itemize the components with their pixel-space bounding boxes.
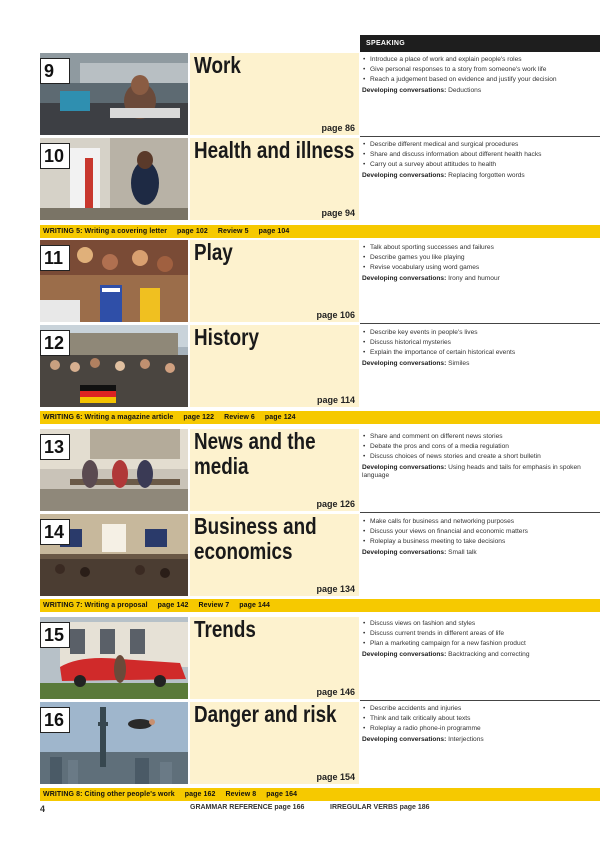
- unit-title-area: [190, 240, 359, 322]
- divider: [360, 323, 600, 324]
- developing-conversations: Developing conversations: Interjections: [362, 736, 484, 743]
- unit-title: Health and illness: [194, 137, 355, 163]
- divider: [360, 136, 600, 137]
- unit-title-area: [190, 617, 359, 699]
- unit-title: News and the media: [194, 428, 316, 479]
- unit-number: 11: [40, 245, 70, 271]
- objective-item: • Give personal responses to a story from someone's work life: [362, 66, 600, 74]
- unit-page: page 94: [321, 208, 355, 218]
- unit-title-area: [190, 138, 359, 220]
- unit-title: Play: [194, 239, 233, 265]
- developing-conversations: Developing conversations: Replacing forgotten words: [362, 172, 525, 179]
- divider: [360, 700, 600, 701]
- unit-number: 9: [40, 58, 70, 84]
- unit-page: page 106: [316, 310, 355, 320]
- irregular-verbs: IRREGULAR VERBS page 186: [330, 804, 430, 811]
- writing-review-bar-5: WRITING 5: Writing a covering letter page 102 Review 5 page 104: [40, 225, 600, 238]
- objective-item: • Revise vocabulary using word games: [362, 264, 600, 272]
- speaking-column-header: SPEAKING: [360, 35, 600, 52]
- unit-title: History: [194, 324, 259, 350]
- unit-number: 15: [40, 622, 70, 648]
- developing-conversations: Developing conversations: Deductions: [362, 87, 482, 94]
- writing-review-bar-7: WRITING 7: Writing a proposal page 142 Review 7 page 144: [40, 599, 600, 612]
- writing-review-bar-6: WRITING 6: Writing a magazine article page 122 Review 6 page 124: [40, 411, 600, 424]
- objective-item: • Describe accidents and injuries: [362, 705, 600, 713]
- unit-number: 12: [40, 330, 70, 356]
- developing-conversations: Developing conversations: Similes: [362, 360, 470, 367]
- developing-conversations: Developing conversations: Using heads and tails for emphasis in spoken language: [362, 464, 581, 479]
- objective-item: • Discuss views on fashion and styles: [362, 620, 600, 628]
- unit-title: Trends: [194, 616, 256, 642]
- speaking-objectives: [362, 56, 600, 95]
- unit-title-area: [190, 53, 359, 135]
- objective-item: • Describe key events in people's lives: [362, 329, 600, 337]
- unit-title: Business and economics: [194, 513, 317, 564]
- speaking-objectives: [362, 141, 600, 180]
- speaking-objectives: [362, 329, 600, 368]
- unit-page: page 126: [316, 499, 355, 509]
- objective-item: • Plan a marketing campaign for a new fashion product: [362, 640, 600, 648]
- objective-item: • Roleplay a business meeting to take decisions: [362, 538, 600, 546]
- grammar-reference: GRAMMAR REFERENCE page 166: [190, 804, 305, 811]
- unit-number: 14: [40, 519, 70, 545]
- unit-title-area: [190, 514, 359, 596]
- objective-item: • Roleplay a radio phone-in programme: [362, 725, 600, 733]
- unit-number: 16: [40, 707, 70, 733]
- unit-title: Danger and risk: [194, 701, 337, 727]
- unit-page: page 114: [316, 395, 355, 405]
- objective-item: • Discuss your views on financial and economic matters: [362, 528, 600, 536]
- objective-item: • Describe different medical and surgical procedures: [362, 141, 600, 149]
- unit-page: page 146: [316, 687, 355, 697]
- objective-item: • Think and talk critically about texts: [362, 715, 600, 723]
- unit-title-area: [190, 429, 359, 511]
- objective-item: • Share and discuss information about different health hacks: [362, 151, 600, 159]
- objective-item: • Discuss current trends in different areas of life: [362, 630, 600, 638]
- objective-item: • Talk about sporting successes and failures: [362, 244, 600, 252]
- objective-item: • Describe games you like playing: [362, 254, 600, 262]
- developing-conversations: Developing conversations: Backtracking and correcting: [362, 651, 530, 658]
- objective-item: • Reach a judgement based on evidence and justify your decision: [362, 76, 600, 84]
- unit-page: page 86: [321, 123, 355, 133]
- unit-title: Work: [194, 52, 241, 78]
- unit-title-area: [190, 325, 359, 407]
- unit-number: 13: [40, 434, 70, 460]
- developing-conversations: Developing conversations: Small talk: [362, 549, 477, 556]
- speaking-objectives: [362, 620, 600, 659]
- objective-item: • Share and comment on different news stories: [362, 433, 600, 441]
- speaking-objectives: [362, 518, 600, 557]
- objective-item: • Introduce a place of work and explain people's roles: [362, 56, 600, 64]
- unit-page: page 134: [316, 584, 355, 594]
- speaking-objectives: [362, 433, 600, 480]
- objective-item: • Discuss historical mysteries: [362, 339, 600, 347]
- objective-item: • Make calls for business and networking purposes: [362, 518, 600, 526]
- objective-item: • Discuss choices of news stories and create a short bulletin: [362, 453, 600, 461]
- unit-page: page 154: [316, 772, 355, 782]
- unit-number: 10: [40, 143, 70, 169]
- divider: [360, 512, 600, 513]
- objective-item: • Debate the pros and cons of a media regulation: [362, 443, 600, 451]
- objective-item: • Explain the importance of certain historical events: [362, 349, 600, 357]
- objective-item: • Carry out a survey about attitudes to health: [362, 161, 600, 169]
- speaking-objectives: [362, 705, 600, 744]
- writing-review-bar-8: WRITING 8: Citing other people's work page 162 Review 8 page 164: [40, 788, 600, 801]
- speaking-objectives: [362, 244, 600, 283]
- unit-title-area: [190, 702, 359, 784]
- page-number: 4: [40, 804, 46, 814]
- developing-conversations: Developing conversations: Irony and humour: [362, 275, 500, 282]
